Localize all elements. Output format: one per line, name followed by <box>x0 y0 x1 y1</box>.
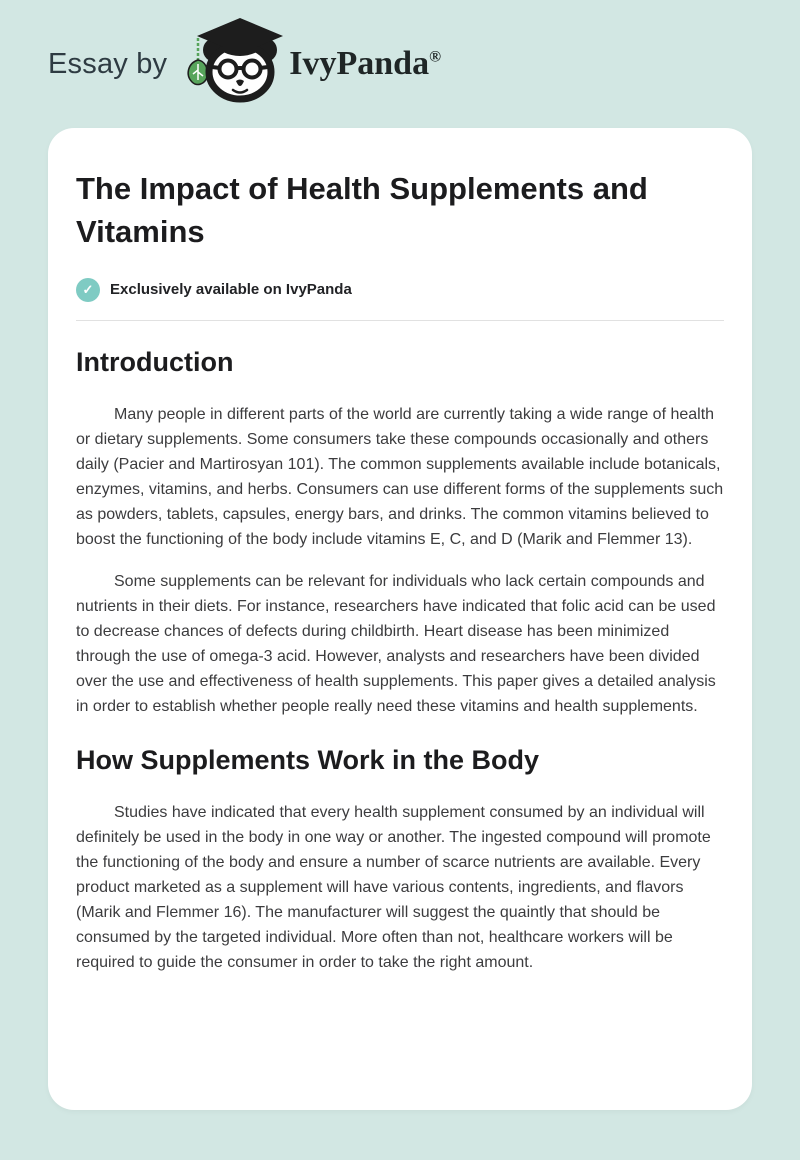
section-heading-introduction: Introduction <box>76 346 234 377</box>
exclusive-badge <box>76 278 724 302</box>
ivypanda-logo-icon <box>181 16 285 113</box>
badge-label: Exclusively available on IvyPanda <box>110 281 352 299</box>
registered-mark: ® <box>429 48 442 66</box>
paragraph: Many people in different parts of the world are currently taking a wide range of health or dietary supplements. Some consumers take these compounds occasionally and others daily (Pacier and Martirosyan 101). The common supplements available include botanicals, enzymes, vitamins, and herbs. Consumers can use different forms of the supplements such as powders, tablets, capsules, energy bars, and drinks. The common vitamins believed to boost the functioning of the body include vitamins E, C, and D (Marik and Flemmer 13). <box>76 405 724 548</box>
essay-card <box>48 128 752 1110</box>
paragraph: Some supplements can be relevant for individuals who lack certain compounds and nutrients in their diets. For instance, researchers have indicated that folic acid can be used to decrease chances of defects during childbirth. Heart disease has been minimized through the use of omega-3 acid. However, analysts and researchers have been divided over the use and effectiveness of health supplements. This paper gives a detailed analysis in order to establish whether people really need these vitamins and health supplements. <box>76 572 716 715</box>
section-heading-how-supplements-work: How Supplements Work in the Body <box>76 744 540 775</box>
essay-by-label: Essay by <box>48 47 168 80</box>
site-header <box>0 0 800 128</box>
page-title: The Impact of Health Supplements and Vitamins <box>76 171 648 249</box>
check-icon: ✓ <box>76 278 100 302</box>
brand-name: IvyPanda® <box>289 45 442 82</box>
paragraph: Studies have indicated that every health supplement consumed by an individual will definitely be used in the body in one way or another. The ingested compound will promote the functioning of the body and ensure a number of scarce nutrients are available. Every product marketed as a supplement will have various contents, ingredients, and flavors (Marik and Flemmer 16). The manufacturer will suggest the quaintly that should be consumed by the targeted individual. More often than not, healthcare workers will be required to guide the consumer in order to take the right amount. <box>76 803 711 971</box>
divider <box>76 320 724 321</box>
